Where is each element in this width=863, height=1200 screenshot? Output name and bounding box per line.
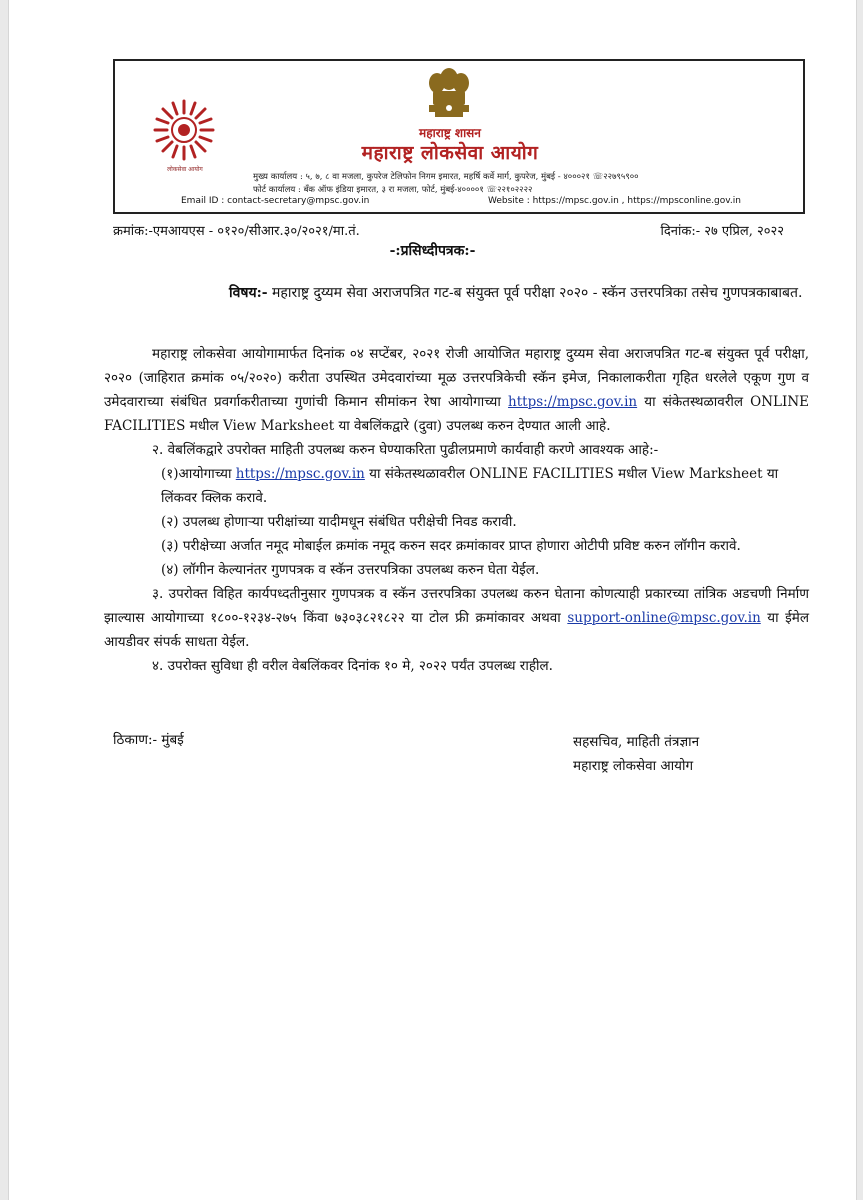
step-2: (२) उपलब्ध होणाऱ्या परीक्षांच्या यादीमधून संबंधित परीक्षेची निवड करावी.	[161, 514, 517, 530]
mpsc-website-link[interactable]: https://mpsc.gov.in	[508, 394, 638, 410]
letterhead	[113, 59, 805, 214]
step-4: (४) लॉगीन केल्यानंतर गुणपत्रक व स्कॅन उत्तरपत्रिका उपलब्ध करुन घेता येईल.	[161, 562, 540, 578]
paragraph-2: २. वेबलिंकद्वारे उपरोक्त माहिती उपलब्ध करुन घेण्याकरिता पुढीलप्रमाणे कार्यवाही करणे आवश्यक आहे:-	[152, 442, 659, 458]
subject-text: महाराष्ट्र दुय्यम सेवा अराजपत्रित गट-ब संयुक्त पूर्व परीक्षा २०२० - स्कॅन उत्तरपत्रिका तसेच गुणपत्रकाबाबत.	[267, 285, 803, 301]
signatory-office: महाराष्ट्र लोकसेवा आयोग	[573, 758, 694, 774]
subject	[229, 282, 809, 304]
document-page	[8, 0, 857, 1200]
email-id: Email ID : contact-secretary@mpsc.gov.in	[181, 196, 370, 206]
step-3: (३) परीक्षेच्या अर्जात नमूद मोबाईल क्रमांक नमूद करुन सदर क्रमांकावर प्राप्त होणारा ओटीपी प्रविष्ट करुन लॉगीन करावे.	[161, 538, 741, 554]
paragraph-1	[104, 342, 809, 438]
para1-text-after: या संकेतस्थळावरील ONLINE FACILITIES मधील View Marksheet या वेबलिंकद्वारे (दुवा) उपलब्ध करुन देण्यात आली आहे.	[104, 394, 809, 434]
support-email-link[interactable]: support-online@mpsc.gov.in	[567, 610, 761, 626]
fort-office-address: फोर्ट कार्यालय : बँक ऑफ इंडिया इमारत, ३ रा मजला, फोर्ट, मुंबई-४००००१ ☏२२१०२२२२	[253, 185, 533, 195]
reference-number: क्रमांक:-एमआयएस - ०१२०/सीआर.३०/२०२१/मा.तं.	[113, 224, 360, 239]
para3-text-before: ३. उपरोक्त विहित कार्यपध्दतीनुसार गुणपत्रक व स्कॅन उत्तरपत्रिका उपलब्ध करुन घेताना कोणत्याही प्रकारच्या तांत्रिक अडचणी निर्माण झाल्यास आयोगाच्या १८००-१२३४-२७५ किंवा ७३०३८२१८२२ या टोल फ्री क्रमांकावर अथवा	[104, 586, 809, 626]
step1-text-before: (१)आयोगाच्या	[161, 466, 236, 482]
para3-text-after: या ईमेल आयडीवर संपर्क साधता येईल.	[104, 610, 809, 650]
press-release-title: -:प्रसिध्दीपत्रक:-	[389, 243, 476, 259]
reference-date: दिनांक:- २७ एप्रिल, २०२२	[660, 224, 784, 239]
place: ठिकाण:- मुंबई	[113, 732, 184, 748]
step-1	[161, 462, 809, 510]
para1-text-before: महाराष्ट्र लोकसेवा आयोगामार्फत दिनांक ०४ सप्टेंबर, २०२१ रोजी आयोजित महाराष्ट्र दुय्यम सेवा अराजपत्रित गट-ब संयुक्त पूर्व परीक्षा, २०२० (जाहिरात क्रमांक ०५/२०२०) करीता उपस्थित उमेदवारांच्या मूळ उत्तरपत्रिकेची स्कॅन इमेज, निकालाकरीता गृहित धरलेले एकूण गुण व उमेदवाराच्या संबंधित प्रवर्गाकरीताच्या गुणांची किमान सीमांकन रेषा आयोगाच्या	[104, 346, 809, 410]
main-office-address: मुख्य कार्यालय : ५, ७, ८ वा मजला, कुपरेज टेलिफोन निगम इमारत, महर्षि कर्वे मार्ग, कुपरेज, मुंबई - ४०००२१ ☏२२७९५९००	[253, 172, 639, 182]
signatory-designation: सहसचिव, माहिती तंत्रज्ञान	[573, 734, 700, 750]
emblem-caption: लोकसेवा आयोग	[167, 166, 203, 173]
paragraph-3	[104, 582, 809, 654]
government-label: महाराष्ट्र शासन	[419, 126, 481, 140]
step1-website-link[interactable]: https://mpsc.gov.in	[235, 466, 365, 482]
mpsc-emblem-icon	[151, 97, 217, 163]
subject-label: विषय:-	[229, 285, 268, 301]
signatory-block	[573, 730, 699, 778]
ashoka-emblem-icon	[423, 67, 475, 125]
commission-name: महाराष्ट्र लोकसेवा आयोग	[361, 142, 539, 164]
paragraph-4: ४. उपरोक्त सुविधा ही वरील वेबलिंकवर दिनांक १० मे, २०२२ पर्यंत उपलब्ध राहील.	[152, 658, 553, 674]
website-links: Website : https://mpsc.gov.in , https://mpsconline.gov.in	[488, 196, 741, 206]
step1-text-after: या संकेतस्थळावरील ONLINE FACILITIES मधील View Marksheet या लिंकवर क्लिक करावे.	[161, 466, 779, 506]
